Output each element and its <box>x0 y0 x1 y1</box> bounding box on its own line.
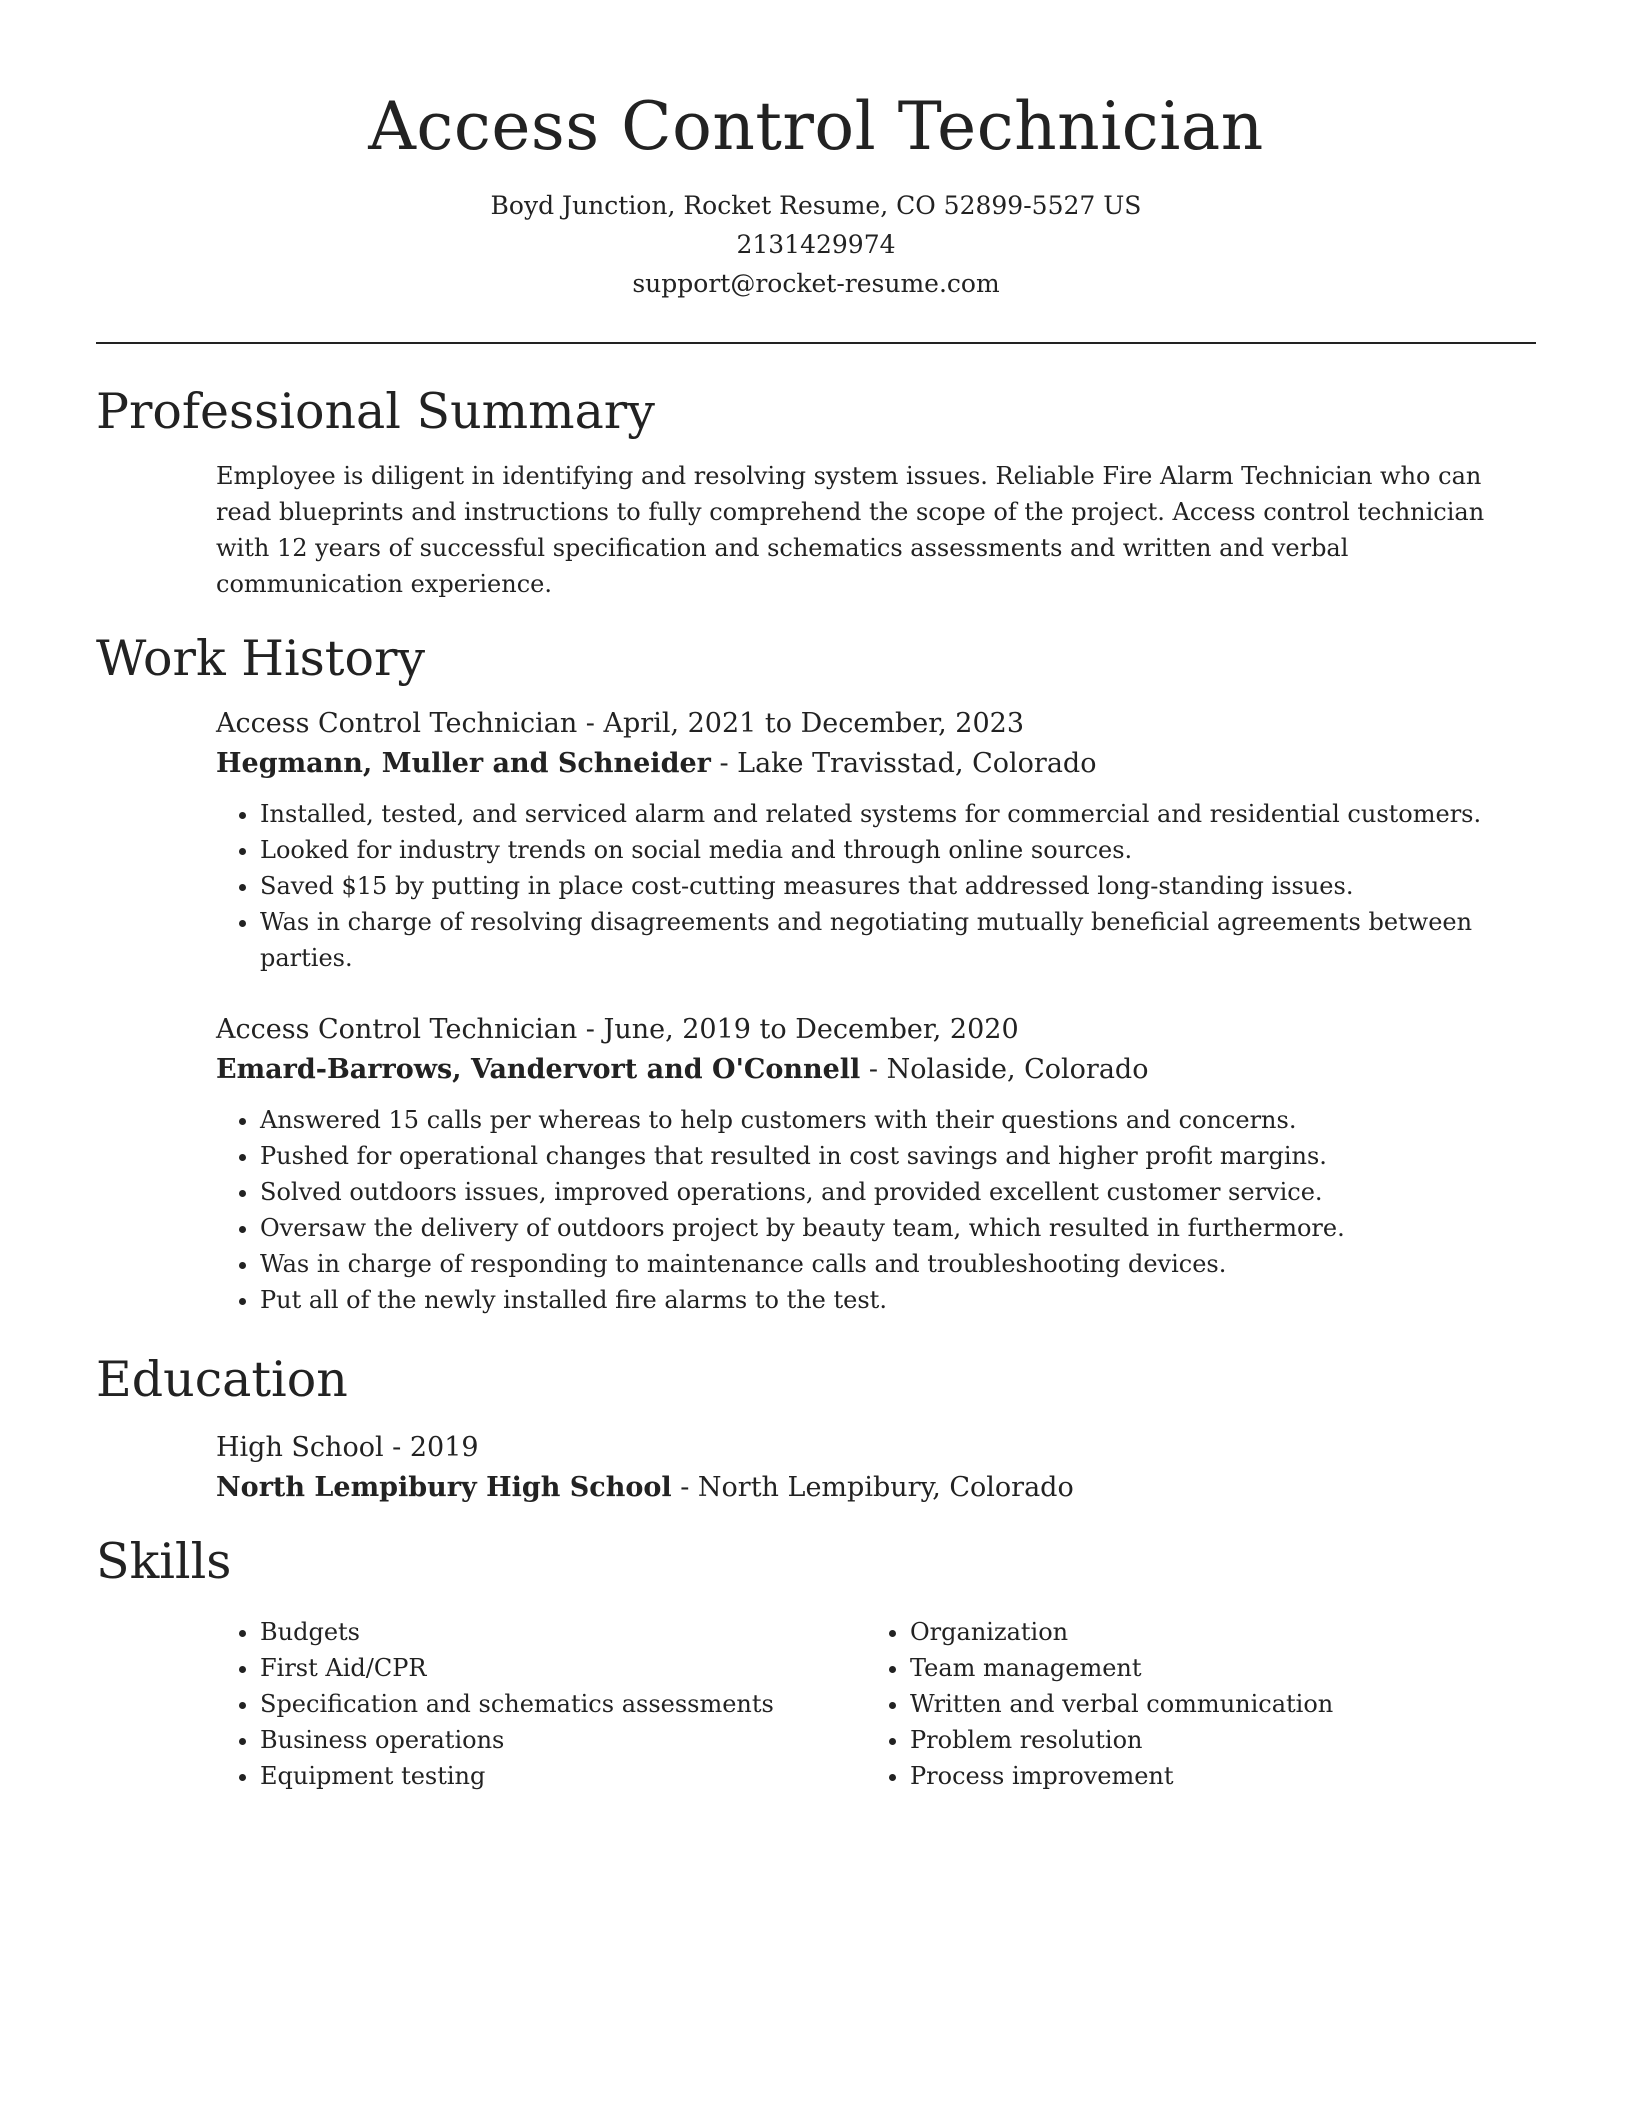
education-heading: Education <box>96 1351 348 1408</box>
job-dates: - April, 2021 to December, 2023 <box>577 708 1025 739</box>
job-bullet: • Solved outdoors issues, improved operations, and provided excellent customer service. <box>260 1174 1536 1210</box>
skills-list <box>216 1614 1536 1794</box>
job-company-line <box>216 1050 1536 1090</box>
job-entry <box>216 704 1536 976</box>
job-title-line <box>216 1010 1536 1050</box>
work-history-heading: Work History <box>96 630 426 687</box>
education-location: - North Lempibury, Colorado <box>671 1472 1074 1503</box>
job-bullets <box>216 1102 1536 1318</box>
skill-item: • Problem resolution <box>910 1722 1516 1758</box>
job-location: - Lake Travisstad, Colorado <box>710 748 1097 779</box>
skill-item: • Process improvement <box>910 1758 1516 1794</box>
job-title-line <box>216 704 1536 744</box>
job-bullet: • Was in charge of responding to maintenance calls and troubleshooting devices. <box>260 1246 1536 1282</box>
job-bullet: • Was in charge of resolving disagreements and negotiating mutually beneficial agreements between parties. <box>260 904 1536 976</box>
job-role: Access Control Technician <box>216 1014 578 1045</box>
job-bullet: • Looked for industry trends on social media and through online sources. <box>260 832 1536 868</box>
summary-text: Employee is diligent in identifying and resolving system issues. Reliable Fire Alarm Technician who can read blueprints and instructions to fully comprehend the scope of the project. Access control technician with 12 years of successful specification and schematics assessments and written and verbal communication experience. <box>216 462 1485 598</box>
resume-header <box>0 0 1632 303</box>
skill-item: • Specification and schematics assessments <box>260 1686 866 1722</box>
contact-email: support@rocket-resume.com <box>632 269 1000 298</box>
education-entry <box>216 1428 1536 1508</box>
contact-address: Boyd Junction, Rocket Resume, CO 52899-5527 US <box>490 191 1142 220</box>
education-degree-line <box>216 1428 1536 1468</box>
skill-item: • Team management <box>910 1650 1516 1686</box>
skills-column-left <box>216 1614 866 1794</box>
job-bullet: • Answered 15 calls per whereas to help customers with their questions and concerns. <box>260 1102 1536 1138</box>
job-bullet: • Saved $15 by putting in place cost-cutting measures that addressed long-standing issues. <box>260 868 1536 904</box>
job-bullets <box>216 796 1536 976</box>
skill-item: • Equipment testing <box>260 1758 866 1794</box>
skills-heading: Skills <box>96 1533 232 1590</box>
resume-name: Access Control Technician <box>368 88 1264 165</box>
contact-info <box>0 186 1632 303</box>
job-bullet: • Put all of the newly installed fire alarms to the test. <box>260 1282 1536 1318</box>
job-role: Access Control Technician <box>216 708 578 739</box>
skill-item: • First Aid/CPR <box>260 1650 866 1686</box>
header-divider <box>96 342 1536 344</box>
job-bullet: • Oversaw the delivery of outdoors project by beauty team, which resulted in furthermore. <box>260 1210 1536 1246</box>
education-degree: High School <box>216 1432 384 1463</box>
job-dates: - June, 2019 to December, 2020 <box>577 1014 1019 1045</box>
education-year: - 2019 <box>383 1432 479 1463</box>
skill-item: • Written and verbal communication <box>910 1686 1516 1722</box>
education-school: North Lempibury High School <box>216 1472 672 1503</box>
job-company: Hegmann, Muller and Schneider <box>216 748 711 779</box>
contact-phone: 2131429974 <box>736 230 896 259</box>
job-company-line <box>216 744 1536 784</box>
job-entry <box>216 1010 1536 1318</box>
skill-item: • Budgets <box>260 1614 866 1650</box>
job-company: Emard-Barrows, Vandervort and O'Connell <box>216 1054 861 1085</box>
skill-item: • Organization <box>910 1614 1516 1650</box>
summary-heading: Professional Summary <box>96 383 655 440</box>
job-bullet: • Pushed for operational changes that resulted in cost savings and higher profit margins. <box>260 1138 1536 1174</box>
skills-column-right <box>866 1614 1516 1794</box>
education-school-line <box>216 1468 1536 1508</box>
summary-section <box>216 458 1536 602</box>
job-bullet: • Installed, tested, and serviced alarm and related systems for commercial and residential customers. <box>260 796 1536 832</box>
job-location: - Nolaside, Colorado <box>860 1054 1149 1085</box>
skill-item: • Business operations <box>260 1722 866 1758</box>
